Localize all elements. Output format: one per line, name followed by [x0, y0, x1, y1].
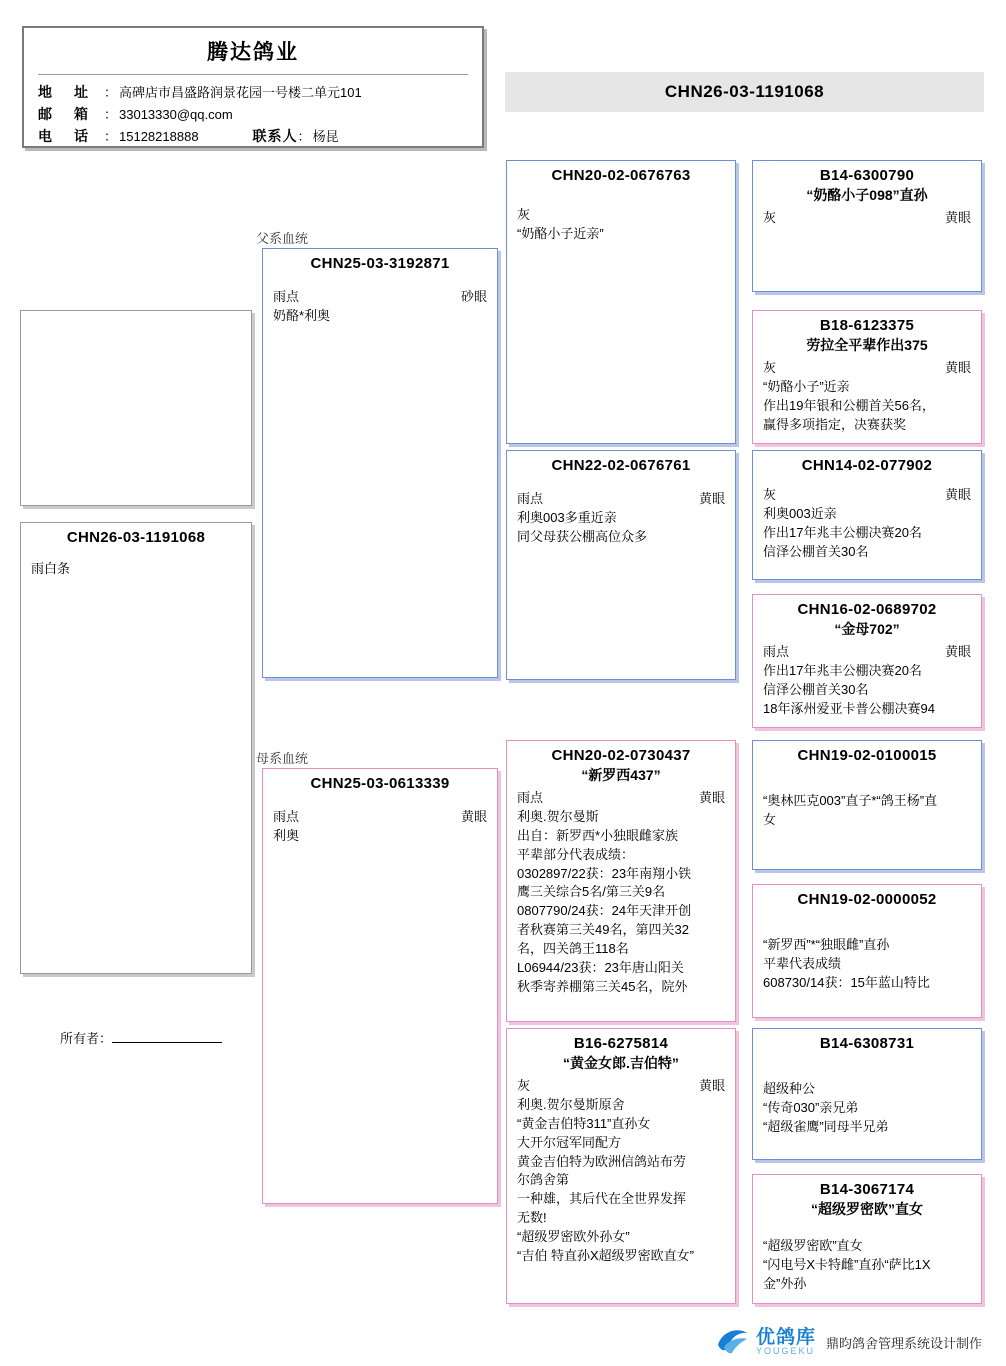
gp2-ring: CHN22-02-0676761	[551, 457, 691, 474]
ggp5-ring: CHN19-02-0100015	[797, 747, 937, 764]
ggp8-ring: B14-3067174	[819, 1181, 915, 1198]
loft-name: 腾达鸽业	[207, 41, 299, 64]
ggp4-nickname: “金母702”	[834, 621, 900, 637]
sire-eye: 砂眼	[460, 289, 487, 304]
ggp2-ring: B18-6123375	[819, 317, 915, 334]
sire-color: 雨点	[273, 289, 300, 304]
loft-phone-row	[24, 125, 482, 147]
divider	[38, 74, 468, 75]
loft-email-value: 33013330@qq.com	[119, 107, 233, 122]
ggp6-note-3: 608730/14获：15年蓝山特比	[763, 974, 930, 990]
page-title: CHN26-03-1191068	[505, 72, 984, 112]
loft-address-label: 地 址	[38, 84, 92, 100]
colon: ：	[104, 107, 118, 122]
loft-info-card	[22, 26, 484, 148]
gp1-color: 灰	[517, 207, 531, 222]
grandparent-box-3	[506, 740, 736, 1022]
ggp1-color: 灰	[763, 210, 777, 225]
ggp3-note-3: 信泽公棚首关30名	[763, 543, 869, 559]
gp3-note-6: 0807790/24获：24年天津开创	[517, 903, 692, 919]
ggp3-eye: 黄眼	[944, 487, 971, 502]
ggp2-note-3: 赢得多项指定，决赛获奖	[763, 416, 907, 432]
ggp4-color: 雨点	[763, 644, 790, 659]
dam-eye: 黄眼	[460, 809, 487, 824]
ggp3-note-1: 利奥003近亲	[763, 506, 837, 521]
ggp5-note-1: “奥林匹克003”直子*“鸽王杨”直	[763, 793, 938, 808]
great-grandparent-box-3	[752, 450, 982, 580]
owner-blank-line	[112, 1042, 222, 1043]
subject-color: 雨白条	[31, 561, 71, 576]
ggp4-note-2: 信泽公棚首关30名	[763, 681, 869, 697]
ggp2-note-2: 作出19年银和公棚首关56名，	[763, 397, 935, 413]
gp3-note-9: L06944/23获：23年唐山阳关	[517, 959, 684, 975]
ggp2-eye: 黄眼	[944, 360, 971, 375]
footer	[0, 1318, 1006, 1366]
gp4-note-6: 尔鸽舍第	[517, 1172, 570, 1188]
great-grandparent-box-4	[752, 594, 982, 728]
footer-note: 鼎昀鸽舍管理系统设计制作	[825, 1335, 982, 1351]
ggp4-note-3: 18年涿州爱亚卡普公棚决赛94	[763, 700, 935, 716]
gp1-ring: CHN20-02-0676763	[551, 167, 691, 184]
sire-box	[262, 248, 498, 678]
blank-photo-box	[20, 310, 252, 506]
gp1-note-2: “奶酪小子近亲”	[517, 226, 604, 241]
ggp8-note-1: “超级罗密欧”直女	[763, 1238, 863, 1253]
ggp3-ring: CHN14-02-077902	[801, 457, 933, 474]
grandparent-box-2	[506, 450, 736, 680]
loft-email-label: 邮 箱	[38, 106, 92, 122]
colon: ：	[297, 129, 311, 144]
ggp1-nickname: “奶酪小子098”直孙	[806, 187, 928, 203]
gp3-ring: CHN20-02-0730437	[551, 747, 691, 764]
ggp2-nickname: 劳拉全平辈作出375	[806, 337, 928, 353]
great-grandparent-box-8	[752, 1174, 982, 1304]
great-grandparent-box-5	[752, 740, 982, 870]
brand-name-cn: 优鸽库	[755, 1327, 816, 1348]
gp2-eye: 黄眼	[698, 491, 725, 506]
gp2-note-2: 利奥003多重近亲	[517, 510, 617, 525]
great-grandparent-box-1	[752, 160, 982, 292]
dam-color: 雨点	[273, 809, 300, 824]
gp4-note-3: “黄金吉伯特311”直孙女	[517, 1115, 651, 1131]
ggp2-color: 灰	[763, 360, 777, 375]
ggp2-note-1: “奶酪小子”近亲	[763, 379, 850, 394]
great-grandparent-box-7	[752, 1028, 982, 1160]
ggp3-note-2: 作出17年兆丰公棚决赛20名	[763, 524, 922, 540]
dam-ring: CHN25-03-0613339	[310, 775, 450, 792]
ggp3-color: 灰	[763, 487, 777, 502]
gp4-ring: B16-6275814	[573, 1035, 669, 1052]
gp4-eye: 黄眼	[698, 1078, 725, 1093]
ggp1-ring: B14-6300790	[819, 167, 915, 184]
gp3-note-7: 者秋赛第三关49名，第四关32	[517, 922, 689, 938]
gp4-note-7: 一种雄，其后代在全世界发挥	[517, 1191, 687, 1207]
gp3-note-1: 利奥.贺尔曼斯	[517, 809, 599, 824]
gp4-note-4: 大开尔冠军同配方	[517, 1134, 622, 1150]
gp4-color: 灰	[517, 1078, 531, 1093]
loft-phone-label: 电 话	[38, 128, 92, 144]
sire-note-1: 奶酪*利奥	[273, 308, 331, 323]
loft-address-value: 高碑店市昌盛路润景花园一号楼二单元101	[119, 85, 362, 100]
owner-field	[60, 1028, 222, 1047]
ggp7-note-3: “超级雀鹰”同母半兄弟	[763, 1118, 889, 1134]
gp3-note-10: 秋季寄养棚第三关45名，院外	[517, 978, 688, 994]
ggp7-note-1: 超级种公	[763, 1081, 816, 1096]
gp3-nickname: “新罗西437”	[581, 767, 661, 783]
brand-logo	[716, 1327, 816, 1357]
ggp1-eye: 黄眼	[944, 210, 971, 225]
great-grandparent-box-6	[752, 884, 982, 1018]
sire-ring: CHN25-03-3192871	[310, 255, 450, 272]
brand-name-en: YOUGEKU	[755, 1346, 815, 1356]
loft-contact-value: 杨昆	[312, 129, 339, 144]
ggp8-nickname: “超级罗密欧”直女	[811, 1201, 923, 1217]
colon: ：	[104, 85, 118, 100]
great-grandparent-box-2	[752, 310, 982, 444]
gp3-color: 雨点	[517, 790, 544, 805]
colon: ：	[104, 129, 118, 144]
gp2-note-3: 同父母获公棚高位众多	[517, 528, 648, 544]
bird-icon	[716, 1327, 750, 1357]
sire-line-label: 父系血统	[256, 231, 309, 246]
ggp7-ring: B14-6308731	[819, 1035, 915, 1052]
gp4-note-2: 利奥.贺尔曼斯原舍	[517, 1097, 625, 1112]
gp2-color: 雨点	[517, 491, 544, 506]
dam-line-label: 母系血统	[256, 751, 309, 766]
gp4-nickname: “黄金女郎.吉伯特”	[563, 1055, 679, 1071]
loft-phone-value: 15128218888	[119, 129, 199, 144]
loft-email-row	[24, 103, 482, 125]
gp4-note-9: “超级罗密欧外孙女”	[517, 1228, 630, 1244]
ggp6-note-1: “新罗西”*“独眼雌”直孙	[763, 937, 890, 952]
ggp5-note-2: 女	[763, 811, 777, 827]
gp3-note-3: 平辈部分代表成绩：	[517, 846, 635, 862]
gp3-note-4: 0302897/22获：23年南翔小铁	[517, 865, 692, 881]
ggp7-note-2: “传奇030”亲兄弟	[763, 1099, 859, 1115]
gp3-note-5: 鹰三关综合5名/第三关9名	[517, 884, 666, 900]
owner-label: 所有者：	[60, 1031, 113, 1046]
loft-address-row	[24, 81, 482, 103]
gp4-note-8: 无数!	[517, 1210, 547, 1226]
ggp8-note-3: 金”外孙	[763, 1275, 807, 1291]
ggp6-ring: CHN19-02-0000052	[797, 891, 937, 908]
subject-box	[20, 522, 252, 974]
ggp4-ring: CHN16-02-0689702	[797, 601, 937, 618]
ggp8-note-2: “闪电号X卡特雌”直孙“萨比1X	[763, 1256, 931, 1272]
dam-note-1: 利奥	[273, 828, 300, 843]
gp4-note-10: “吉伯 特直孙X超级罗密欧直女”	[517, 1247, 694, 1263]
subject-ring: CHN26-03-1191068	[66, 529, 206, 546]
loft-contact-label: 联系人	[252, 128, 298, 144]
ggp4-eye: 黄眼	[944, 644, 971, 659]
dam-box	[262, 768, 498, 1204]
ggp6-note-2: 平辈代表成绩	[763, 955, 842, 971]
grandparent-box-4	[506, 1028, 736, 1304]
gp3-note-8: 名，四关鸽王118名	[517, 940, 629, 956]
gp4-note-5: 黄金吉伯特为欧洲信鸽站布劳	[517, 1153, 687, 1169]
grandparent-box-1	[506, 160, 736, 444]
ggp4-note-1: 作出17年兆丰公棚决赛20名	[763, 663, 922, 678]
gp3-note-2: 出自：新罗西*小独眼雌家族	[517, 827, 679, 843]
gp3-eye: 黄眼	[698, 790, 725, 805]
